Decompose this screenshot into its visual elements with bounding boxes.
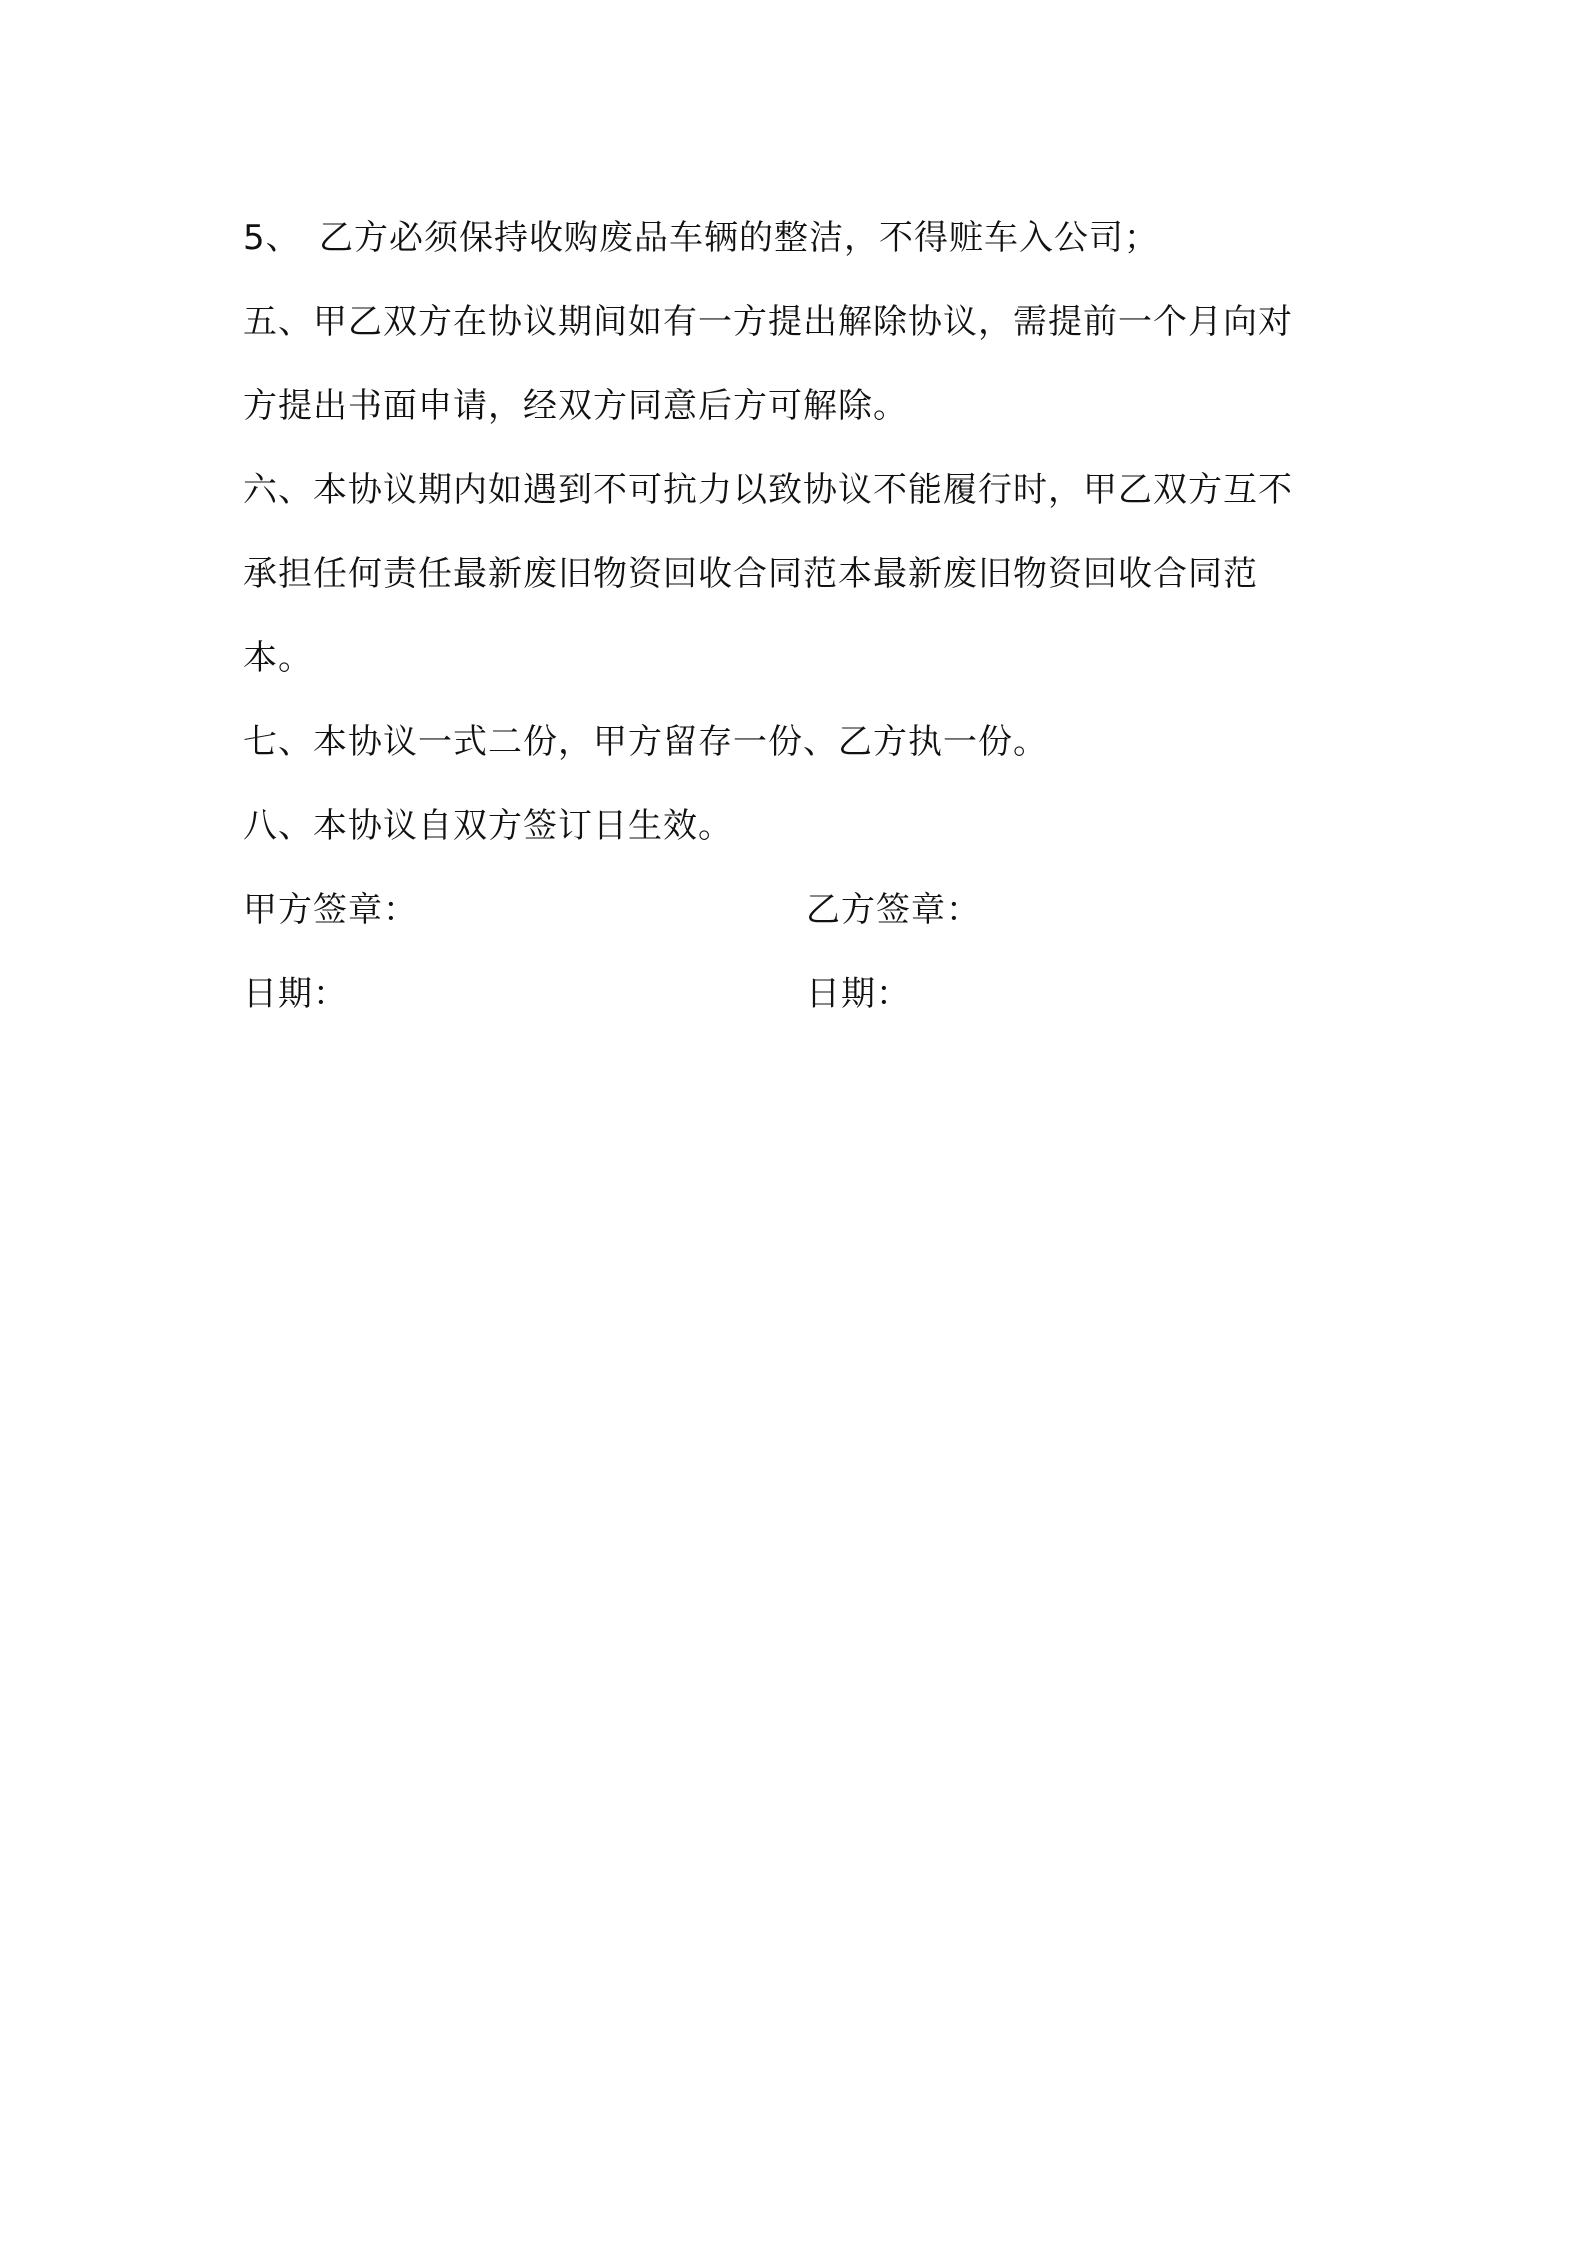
document-body <box>243 196 1363 1036</box>
party-b-date-label: 日期： <box>806 974 911 1014</box>
party-a-signature-label: 甲方签章： <box>243 890 418 930</box>
clause-six-line-1: 六、本协议期内如遇到不可抗力以致协议不能履行时，甲乙双方互不 <box>243 470 1293 510</box>
signature-row <box>243 868 1363 952</box>
clause-eight-line: 八、本协议自双方签订日生效。 <box>243 806 733 846</box>
clause-text: 乙方必须保持收购废品车辆的整洁，不得赃车入公司； <box>319 218 1159 258</box>
clause-5-line <box>243 196 1363 280</box>
party-a-date-label: 日期： <box>243 974 348 1014</box>
clause-seven-line: 七、本协议一式二份，甲方留存一份、乙方执一份。 <box>243 722 1048 762</box>
clause-five-line-1: 五、甲乙双方在协议期间如有一方提出解除协议，需提前一个月向对 <box>243 302 1293 342</box>
clause-six-line-2: 承担任何责任最新废旧物资回收合同范本最新废旧物资回收合同范 <box>243 554 1258 594</box>
date-row <box>243 952 1363 1036</box>
clause-five-line-2: 方提出书面申请，经双方同意后方可解除。 <box>243 386 908 426</box>
clause-six-line-3: 本。 <box>243 638 313 678</box>
clause-number: 5、 <box>243 218 301 258</box>
party-b-signature-label: 乙方签章： <box>806 890 981 930</box>
